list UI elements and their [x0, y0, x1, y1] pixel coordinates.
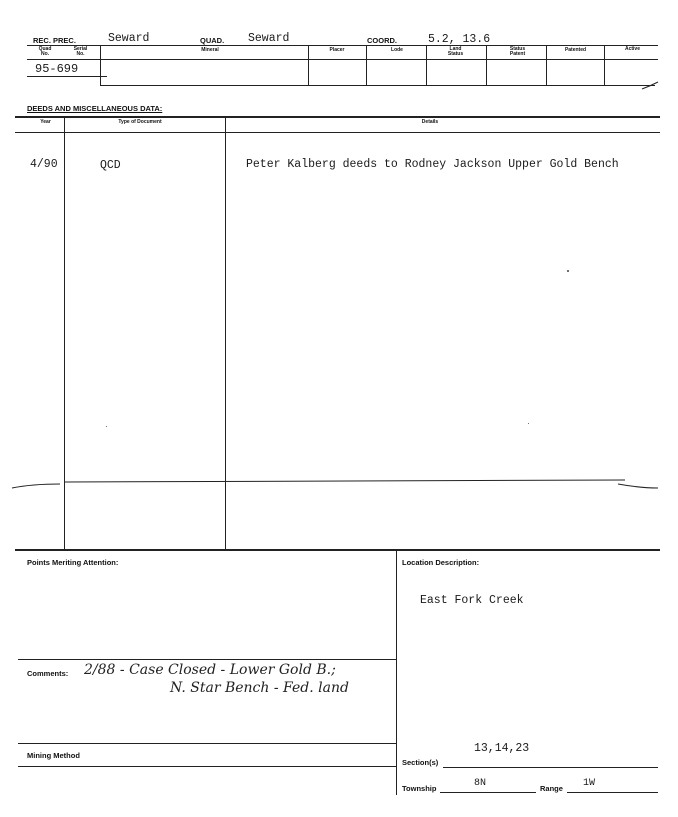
- scan-speck: [567, 270, 569, 272]
- col-mineral: Mineral: [201, 47, 219, 53]
- township-line: [440, 792, 536, 793]
- comments-handwritten-line-1: 2/88 - Case Closed - Lower Gold B.;: [84, 662, 336, 678]
- rec-prec-value: Seward: [108, 32, 150, 45]
- quad-label: QUAD.: [200, 36, 225, 45]
- col-lode: Lode: [391, 47, 403, 53]
- range-value: 1W: [583, 778, 596, 789]
- col-details: Details: [421, 119, 439, 125]
- deed-entry-year: 4/90: [30, 158, 58, 171]
- sections-value: 13,14,23: [474, 742, 530, 755]
- claim-row-header-line: [27, 59, 658, 60]
- comments-handwritten-line-2: N. Star Bench - Fed. land: [170, 680, 349, 696]
- comments-label: Comments:: [27, 669, 69, 678]
- col-placer: Placer: [329, 47, 345, 53]
- points-meriting-attention-label: Points Meriting Attention:: [27, 558, 119, 567]
- header-underline: [27, 45, 658, 46]
- deed-entry-type: QCD: [100, 159, 121, 172]
- sections-line: [443, 767, 658, 768]
- rec-prec-label: REC. PREC.: [33, 36, 76, 45]
- col-patented: Patented: [564, 47, 587, 53]
- col-status-patent: Status Patent: [509, 46, 526, 57]
- range-label: Range: [540, 784, 563, 793]
- range-line: [567, 792, 658, 793]
- col-type-of-document: Type of Document: [118, 119, 162, 125]
- lower-center-divider: [396, 550, 397, 795]
- mining-method-line: [18, 766, 396, 767]
- sections-label: Section(s): [402, 758, 439, 767]
- claim-divider: [308, 46, 309, 85]
- location-description-label: Location Description:: [402, 558, 480, 567]
- coord-value: 5.2, 13.6: [428, 33, 491, 46]
- col-year: Year: [40, 119, 51, 125]
- deeds-section-label: DEEDS AND MISCELLANEOUS DATA:: [27, 104, 163, 113]
- deed-entry-details: Peter Kalberg deeds to Rodney Jackson Upper Gold Bench: [246, 158, 619, 171]
- township-label: Township: [402, 784, 437, 793]
- claim-row-bottom-line: [27, 76, 107, 77]
- location-description-value: East Fork Creek: [420, 594, 524, 607]
- col-quad-no: Quad No.: [38, 46, 52, 57]
- quad-value: Seward: [248, 32, 290, 45]
- deeds-divider-scan-line: [10, 476, 660, 496]
- claim-divider: [366, 46, 367, 85]
- claim-divider: [604, 46, 605, 85]
- deeds-bottom-line: [15, 549, 660, 551]
- claim-row-bottom-line-right: [100, 85, 655, 86]
- comments-bottom-line: [18, 743, 396, 744]
- deeds-top-line: [15, 116, 660, 118]
- claim-divider: [426, 46, 427, 85]
- col-active: Active: [624, 46, 640, 52]
- claim-divider: [100, 46, 101, 85]
- points-bottom-line: [18, 659, 396, 660]
- mining-method-label: Mining Method: [27, 751, 80, 760]
- claim-divider: [486, 46, 487, 85]
- col-serial-no: Serial No.: [73, 46, 88, 57]
- deeds-header-line: [15, 132, 660, 133]
- checkmark-scribble: [640, 80, 660, 92]
- col-land-status: Land Status: [447, 46, 464, 57]
- claim-divider: [546, 46, 547, 85]
- coord-label: COORD.: [367, 36, 397, 45]
- quad-no-value: 95-699: [35, 62, 79, 76]
- scan-speck: [106, 426, 107, 427]
- scan-speck: [528, 423, 529, 424]
- township-value: 8N: [474, 778, 487, 789]
